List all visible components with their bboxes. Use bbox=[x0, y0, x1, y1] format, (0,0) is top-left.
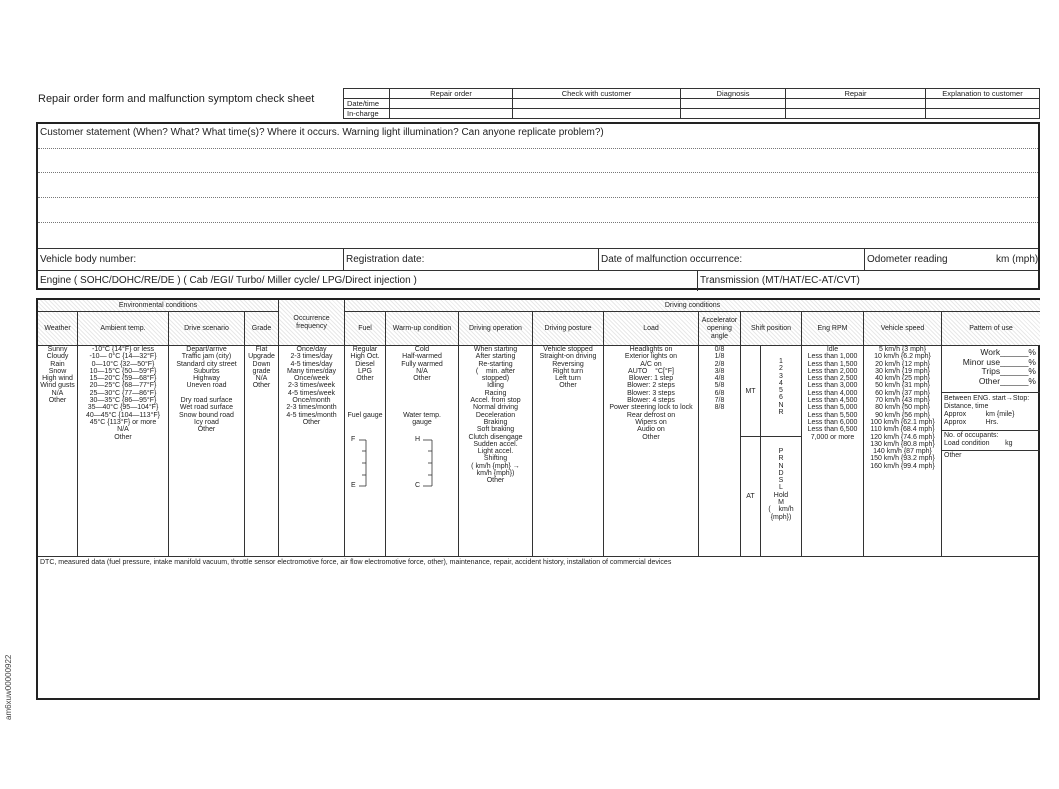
document-code: am6xuw00000922 bbox=[4, 654, 13, 720]
conditions-box bbox=[36, 298, 1040, 700]
ambient-options[interactable]: -10°C {14°F} or less -10— 0°C {14—32°F} 0—10°C {32—50°F} 10—15°C {50—59°F} 15—20°C {59—68°F} 20—25°C {68—77°F} 25—30°C {77—86°F} 30—35°C {86—95°F} 35—40°C {95—104°F} 40—45°C {104—113°F} 45°C {113°F} or more N/A Other bbox=[86, 346, 160, 441]
engine-row bbox=[38, 270, 1038, 290]
driving-conditions-header: Driving conditions bbox=[345, 300, 1040, 312]
accel-options[interactable]: 0/8 1/8 2/8 3/8 4/8 5/8 6/8 7/8 8/8 bbox=[714, 346, 725, 412]
transmission-field[interactable]: Transmission (MT/HAT/EC-AT/CVT) bbox=[700, 275, 860, 286]
cell-input[interactable] bbox=[786, 99, 926, 109]
temp-gauge-h: H bbox=[415, 436, 421, 443]
header-accel: Accelerator opening angle bbox=[699, 312, 740, 346]
operation-options[interactable]: When starting After starting Re-starting ( min. after stopped) Idling Racing Accel. from stop Normal driving Deceleration Braking Soft braking Clutch disengage Sudden accel. Light accel. Shifting ( km/h {mph} → km/h {mph}) Other bbox=[468, 346, 523, 485]
pattern-of-use bbox=[942, 346, 1040, 556]
col-check-with-customer: Check with customer bbox=[513, 89, 681, 99]
writing-line bbox=[38, 197, 1038, 198]
pattern-minor-use[interactable]: Minor use______% bbox=[962, 356, 1036, 367]
shift-mt-options[interactable]: 1 2 3 4 5 6 N R bbox=[778, 358, 784, 417]
odometer-unit: km (mph) bbox=[996, 254, 1039, 265]
load-options[interactable]: Headlights on Exterior lights on A/C on AUTO °C[°F] Blower: 1 step Blower: 2 steps Blower: 3 steps Blower: 4 steps Power steering lock to lock Rear defrost on Wipers on Audio on Other bbox=[609, 346, 693, 441]
header-rpm: Eng RPM bbox=[802, 312, 863, 346]
pattern-occupants[interactable]: No. of occupants: Load condition kg bbox=[944, 432, 1013, 447]
cell-input[interactable] bbox=[681, 99, 786, 109]
header-occurrence: Occurrence frequency bbox=[279, 300, 344, 346]
scenario-options[interactable]: Depart/arrive Traffic jam (city) Standard city street Suburbs Highway Uneven road Dry road surface Wet road surface Snow bound road Icy road Other bbox=[176, 346, 237, 434]
customer-statement-box[interactable] bbox=[36, 122, 1040, 290]
row-in-charge: In-charge bbox=[344, 109, 390, 119]
grade-options[interactable]: Flat Upgrade Down grade N/A Other bbox=[248, 346, 275, 390]
cell-input[interactable] bbox=[513, 99, 681, 109]
water-temp-gauge-icon bbox=[408, 434, 448, 494]
shift-position-grid bbox=[741, 346, 801, 556]
shift-at-label: AT bbox=[741, 436, 761, 556]
header-shift: Shift position bbox=[741, 312, 801, 346]
customer-question: Customer statement (When? What? What time(s)? Where it occurs. Warning light illumination? Can anyone replicate problem?) bbox=[40, 127, 604, 138]
col-repair-order: Repair order bbox=[390, 89, 513, 99]
status-corner bbox=[344, 89, 390, 99]
row-date-time: Date/time bbox=[344, 99, 390, 109]
posture-options[interactable]: Vehicle stopped Straight-on driving Reversing Right turn Left turn Other bbox=[539, 346, 597, 390]
cell-input[interactable] bbox=[786, 109, 926, 119]
temp-gauge-c: C bbox=[415, 482, 421, 489]
occurrence-options[interactable]: Once/day 2-3 times/day 4-5 times/day Many times/day Once/week 2-3 times/week 4-5 times/week Once/month 2-3 times/month 4-5 times/month Other bbox=[286, 346, 337, 426]
rpm-options[interactable]: Idle Less than 1,000 Less than 1,500 Less than 2,000 Less than 2,500 Less than 3,000 Less than 4,000 Less than 4,500 Less than 5,000 Less than 5,500 Less than 6,000 Less than 6,500 7,000 or more bbox=[807, 346, 858, 441]
pattern-between-start-stop[interactable]: Between ENG. start→Stop: Distance, time Approx km {mile} Approx Hrs. bbox=[944, 395, 1030, 426]
vehicle-body-field[interactable]: Vehicle body number: bbox=[40, 254, 137, 265]
header-weather: Weather bbox=[38, 312, 77, 346]
env-conditions-header: Environmental conditions bbox=[38, 300, 278, 312]
writing-line bbox=[38, 172, 1038, 173]
header-speed: Vehicle speed bbox=[864, 312, 941, 346]
pattern-other-notes[interactable]: Other bbox=[944, 452, 962, 459]
fuel-gauge-f: F bbox=[351, 436, 356, 443]
header-warmup: Warm-up condition bbox=[386, 312, 458, 346]
header-scenario: Drive scenario bbox=[169, 312, 244, 346]
header-ambient: Ambient temp. bbox=[78, 312, 168, 346]
col-repair: Repair bbox=[786, 89, 926, 99]
odometer-field[interactable]: Odometer reading bbox=[867, 254, 948, 265]
engine-field[interactable]: Engine ( SOHC/DOHC/RE/DE ) ( Cab /EGI/ Turbo/ Miller cycle/ LPG/Direct injection ) bbox=[40, 275, 417, 286]
fuel-gauge-icon bbox=[344, 434, 384, 494]
registration-field[interactable]: Registration date: bbox=[346, 254, 425, 265]
cell-input[interactable] bbox=[926, 109, 1040, 119]
vehicle-info-row bbox=[38, 248, 1038, 270]
col-diagnosis: Diagnosis bbox=[681, 89, 786, 99]
fuel-options[interactable]: Regular High Oct. Diesel LPG Other Fuel gauge bbox=[347, 346, 383, 419]
header-grade: Grade bbox=[245, 312, 278, 346]
cell-input[interactable] bbox=[926, 99, 1040, 109]
pattern-other[interactable]: Other______% bbox=[978, 375, 1036, 386]
shift-at-options[interactable]: P R N D S L Hold M ( km/h {mph}) bbox=[768, 448, 794, 521]
writing-line bbox=[38, 148, 1038, 149]
cell-input[interactable] bbox=[513, 109, 681, 119]
dtc-notes-field[interactable]: DTC, measured data (fuel pressure, intake manifold vacuum, throttle sensor electromotive force, air flow electromotive force, other), maintenance, repair, accident history, installation of commercial devices bbox=[38, 556, 1038, 568]
weather-options[interactable]: Sunny Cloudy Rain Snow High wind Wind gusts N/A Other bbox=[40, 346, 75, 405]
pattern-trips[interactable]: Trips______% bbox=[981, 366, 1036, 376]
header-pattern: Pattern of use bbox=[942, 312, 1040, 346]
speed-options[interactable]: 5 km/h {3 mph} 10 km/h {6.2 mph} 20 km/h {12 mph} 30 km/h {19 mph} 40 km/h {25 mph} 50 km/h {31 mph} 60 km/h {37 mph} 70 km/h {43 mph} 80 km/h {50 mph} 90 km/h {56 mph} 100 km/h {62.1 mph} 110 km/h {68.4 mph} 120 km/h {74.6 mph} 130 km/h {80.8 mph} 140 km/h {87 mph} 150 km/h {93.2 mph} 160 km/h {99.4 mph} bbox=[870, 346, 935, 470]
cell-input[interactable] bbox=[390, 99, 513, 109]
shift-mt-label: MT bbox=[741, 346, 761, 436]
header-fuel: Fuel bbox=[345, 312, 385, 346]
header-operation: Driving operation bbox=[459, 312, 532, 346]
cell-input[interactable] bbox=[681, 109, 786, 119]
fuel-gauge-e: E bbox=[351, 482, 356, 489]
status-table bbox=[343, 88, 1040, 119]
pattern-work[interactable]: Work______% bbox=[980, 347, 1036, 357]
writing-line bbox=[38, 222, 1038, 223]
col-explanation: Explanation to customer bbox=[926, 89, 1040, 99]
cell-input[interactable] bbox=[390, 109, 513, 119]
malfunction-date-field[interactable]: Date of malfunction occurrence: bbox=[601, 254, 743, 265]
warmup-options[interactable]: Cold Half-warmed Fully warmed N/A Other Water temp. gauge bbox=[401, 346, 443, 426]
header-posture: Driving posture bbox=[533, 312, 603, 346]
form-title: Repair order form and malfunction symptom check sheet bbox=[38, 93, 315, 105]
header-load: Load bbox=[604, 312, 698, 346]
